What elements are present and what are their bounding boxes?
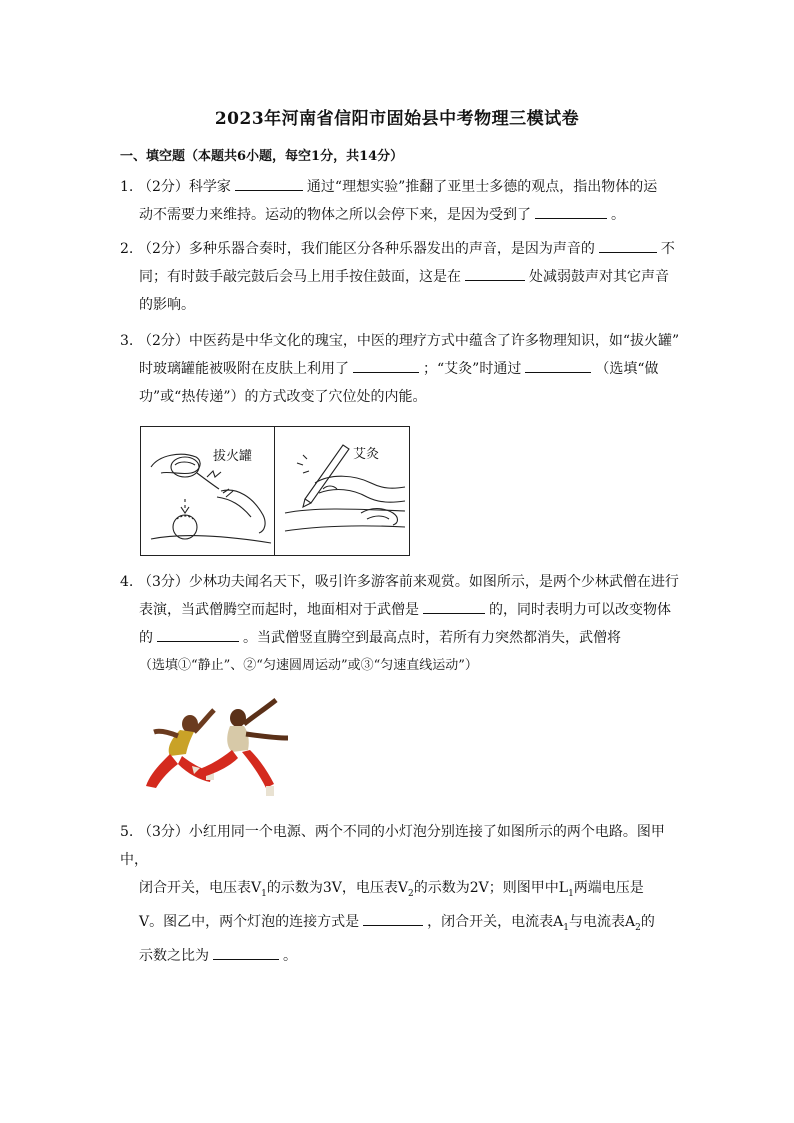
question-3 bbox=[120, 327, 680, 411]
q5-text-b1: 闭合开关，电压表V bbox=[139, 880, 262, 896]
q5-blank-2[interactable] bbox=[213, 945, 279, 960]
q2-text-c: 同；有时鼓手敲完鼓后会马上用手按住鼓面，这是在 bbox=[139, 269, 461, 285]
q5-sub-a1: 1 bbox=[563, 922, 569, 933]
shaolin-monks-illustration bbox=[142, 694, 312, 804]
q2-text-e: 的影响。 bbox=[139, 297, 195, 313]
figure-label-cupping: 拔火罐 bbox=[213, 449, 253, 464]
q5-sub-l1: 1 bbox=[568, 888, 574, 899]
q3-text-d: （选填“做 bbox=[595, 361, 659, 377]
q3-text-b: 时玻璃罐能被吸附在皮肤上利用了 bbox=[139, 361, 349, 377]
q5-text-c1: V。图乙中，两个灯泡的连接方式是 bbox=[139, 913, 360, 930]
q5-text-b3: 的示数为2V；则图甲中L bbox=[413, 880, 569, 896]
q2-text-d: 处减弱鼓声对其它声音 bbox=[529, 269, 669, 285]
q5-text-b2: 的示数为3V，电压表V bbox=[266, 880, 408, 896]
q1-text-c: 动不需要力来维持。运动的物体之所以会停下来，是因为受到了 bbox=[139, 207, 531, 223]
q5-blank-1[interactable] bbox=[363, 911, 423, 926]
q4-text-d: 的 bbox=[139, 630, 153, 646]
page-title: 2023年河南省信阳市固始县中考物理三模试卷 bbox=[214, 109, 580, 129]
q1-number: 1. bbox=[120, 179, 134, 195]
q4-blank-1[interactable] bbox=[423, 599, 485, 614]
figure-label-moxibustion: 艾灸 bbox=[353, 447, 380, 462]
q5-text-c2: ，闭合开关，电流表A bbox=[427, 913, 564, 930]
q2-text-a: （2分）多种乐器合奏时，我们能区分各种乐器发出的声音，是因为声音的 bbox=[138, 241, 595, 257]
section-heading: 一、填空题（本题共6小题，每空1分，共14分） bbox=[120, 149, 404, 164]
q3-number: 3. bbox=[120, 333, 134, 349]
question-4 bbox=[120, 568, 680, 680]
q5-sub-a2: 2 bbox=[635, 922, 641, 933]
q2-text-b: 不 bbox=[660, 241, 675, 257]
q4-text-b: 表演，当武僧腾空而起时，地面相对于武僧是 bbox=[139, 602, 419, 618]
q5-text-c3: 与电流表A bbox=[568, 913, 636, 930]
q3-blank-1[interactable] bbox=[353, 358, 419, 373]
q4-blank-2[interactable] bbox=[157, 627, 239, 642]
q2-blank-1[interactable] bbox=[599, 238, 657, 253]
q3-blank-2[interactable] bbox=[525, 358, 591, 373]
cupping-moxibustion-illustration bbox=[141, 427, 409, 555]
question-5 bbox=[120, 818, 680, 970]
question-1 bbox=[120, 173, 680, 229]
q5-text-a: （3分）小红用同一个电源、两个不同的小灯泡分别连接了如图所示的两个电路。图甲中， bbox=[120, 824, 665, 868]
q3-text-a: （2分）中医药是中华文化的瑰宝，中医的理疗方式中蕴含了许多物理知识，如“拔火罐” bbox=[138, 333, 680, 349]
q1-blank-1[interactable] bbox=[235, 176, 303, 191]
q1-text-b: 通过“理想实验”推翻了亚里士多德的观点，指出物体的运 bbox=[306, 179, 658, 195]
q5-sub-v2: 2 bbox=[408, 888, 414, 899]
q3-figure bbox=[140, 426, 410, 556]
q4-number: 4. bbox=[120, 574, 134, 590]
q3-text-c: ；“艾灸”时通过 bbox=[423, 361, 522, 377]
q5-text-c4: 的 bbox=[640, 913, 655, 930]
q1-text-a: （2分）科学家 bbox=[138, 179, 231, 195]
q5-text-b4: 两端电压是 bbox=[573, 880, 644, 896]
question-2 bbox=[120, 235, 680, 319]
q5-number: 5. bbox=[120, 824, 134, 840]
q4-text-c: 的，同时表明力可以改变物体 bbox=[489, 602, 671, 618]
q2-blank-2[interactable] bbox=[465, 266, 525, 281]
q4-text-f: （选填①“静止”、②“匀速圆周运动”或③“匀速直线运动”） bbox=[139, 658, 478, 673]
q5-sub-v1: 1 bbox=[261, 888, 267, 899]
q1-text-d: 。 bbox=[611, 207, 625, 223]
q2-number: 2. bbox=[120, 241, 134, 257]
q3-text-e: 功”或“热传递”）的方式改变了穴位处的内能。 bbox=[139, 389, 427, 405]
q1-blank-2[interactable] bbox=[535, 204, 607, 219]
q4-text-e: 。当武僧竖直腾空到最高点时，若所有力突然都消失，武僧将 bbox=[243, 630, 621, 646]
q5-text-d1: 示数之比为 bbox=[139, 947, 209, 964]
shaolin-monks-photo bbox=[142, 694, 312, 804]
q5-text-d2: 。 bbox=[283, 947, 297, 964]
q4-text-a: （3分）少林功夫闻名天下，吸引许多游客前来观赏。如图所示，是两个少林武僧在进行 bbox=[138, 574, 679, 590]
